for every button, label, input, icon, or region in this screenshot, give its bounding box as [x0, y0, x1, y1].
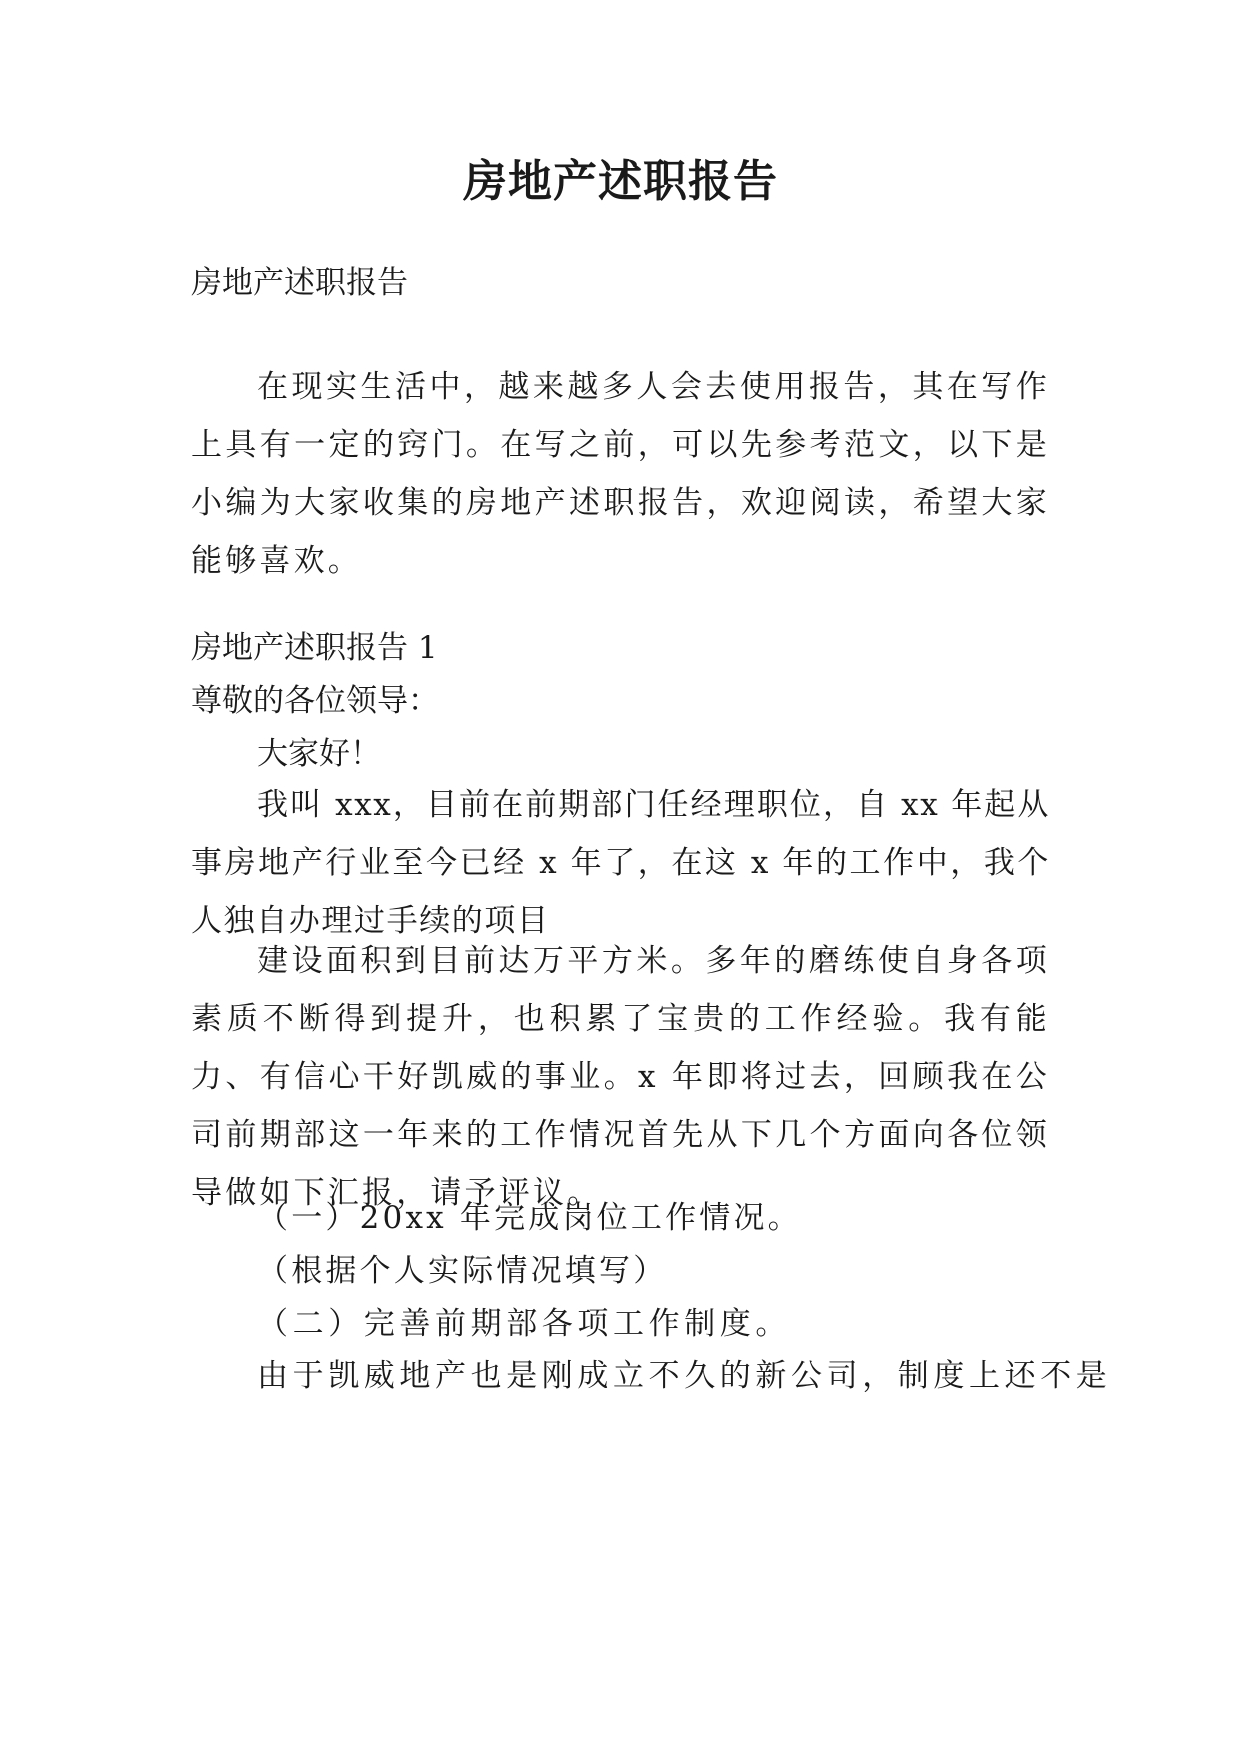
intro-paragraph: 在现实生活中，越来越多人会去使用报告，其在写作上具有一定的窍门。在写之前，可以先参考范文，以下是小编为大家收集的房地产述职报告，欢迎阅读，希望大家能够喜欢。	[191, 369, 1050, 579]
list-item-2: （二）完善前期部各项工作制度。	[257, 1306, 791, 1342]
paragraph-continued: 由于凯威地产也是刚成立不久的新公司，制度上还不是	[257, 1358, 1112, 1394]
greeting: 大家好！	[257, 736, 381, 772]
salutation: 尊敬的各位领导：	[191, 683, 439, 719]
list-item-1-note: （根据个人实际情况填写）	[257, 1253, 668, 1289]
paragraph-experience: 建设面积到目前达万平方米。多年的磨练使自身各项素质不断得到提升，也积累了宝贵的工作经验。我有能力、有信心干好凯威的事业。x 年即将过去，回顾我在公司前期部这一年来的工作情况首先从下几个方面向各位领导做如下汇报，请予评议。	[191, 943, 1050, 1211]
document-subtitle: 房地产述职报告	[191, 265, 408, 301]
paragraph-introduction: 我叫 xxx，目前在前期部门任经理职位，自 xx 年起从事房地产行业至今已经 x 年了，在这 x 年的工作中，我个人独自办理过手续的项目	[191, 787, 1050, 939]
section-title: 房地产述职报告 1	[191, 630, 438, 666]
list-item-1: （一）20xx 年完成岗位工作情况。	[257, 1200, 802, 1236]
document-title: 房地产述职报告	[463, 156, 778, 207]
